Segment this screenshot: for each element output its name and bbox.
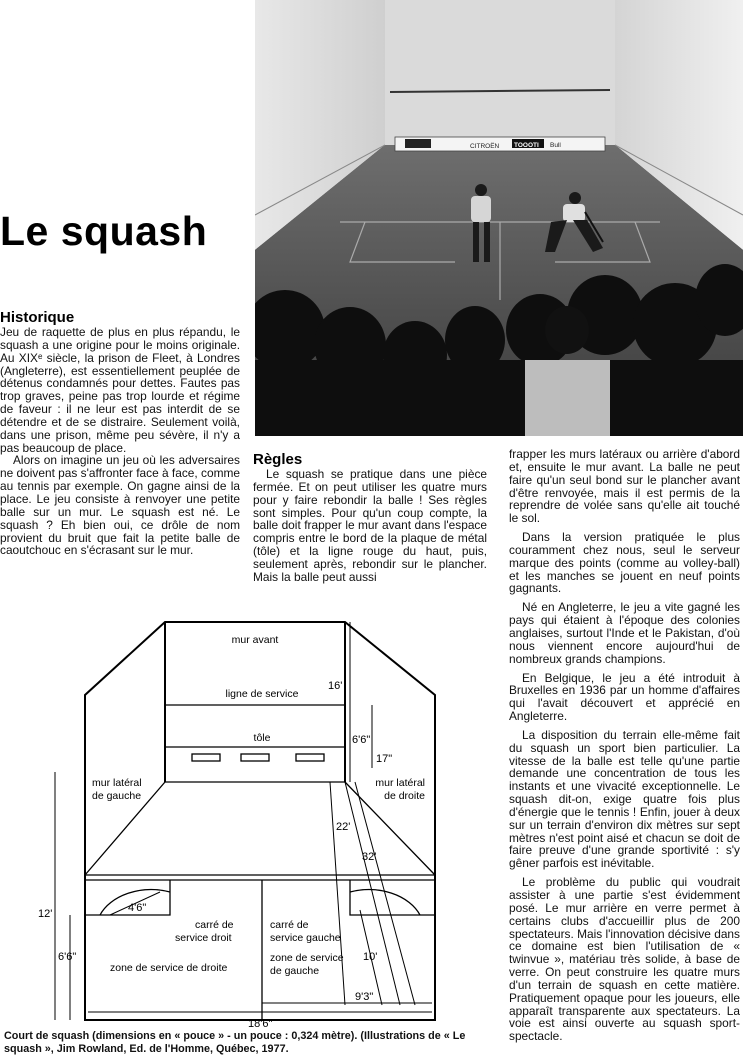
- label-mur-gauche-2: de gauche: [92, 790, 142, 802]
- historique-section: [0, 310, 240, 563]
- dim-4-6: 4'6": [128, 902, 147, 914]
- label-zone-gauche-1: zone de service: [270, 952, 344, 964]
- col3-paragraph-1: frapper les murs latéraux ou arrière d'abord et, ensuite le mur avant. La balle ne peut faire qu'un seul bond sur le plancher avant d'être renvoyée, mais il est permis de la reprendre de volée sans qu'elle ait touché le sol.: [509, 447, 740, 526]
- col3-paragraph-5: La disposition du terrain elle-même fait du squash un sport bien particulier. La vitesse de la balle est telle qu'une partie demande une concentration de tous les instants et une vivacité exceptionnelle. Le squash dit-on, exige quatre fois plus d'énergie que le tennis ! Enfin, jouer à deux sur un terrain d'environ dix mètres sur sept mètres n'est point aisé et chacun se doit de faire preuve d'une grande sportivité : s'y gêner parfois est inévitable.: [509, 727, 740, 871]
- col3-paragraph-6: Le problème du public qui voudrait assister à une partie s'est évidemment posé. Le mur arrière en verre permet à certains clubs d'accueillir plus de 200 spectateurs. Mais l'innovation décisive dans ce domaine est bien l'utilisation de « twinvue », matériau très solide, à base de verre. On peut construire les quatre murs d'un terrain de squash en cette matière. Pratiquement opaque pour les joueurs, elle apparaît transparente aux spectateurs. La voie est ainsi ouverte au squash sport-spectacle.: [509, 875, 740, 1044]
- dim-16: 16': [328, 680, 343, 692]
- historique-heading: Historique: [0, 309, 75, 326]
- col3-paragraph-3: Né en Angleterre, le jeu a vite gagné les pays qui étaient à l'époque des colonies anglaises, surtout l'Inde et le Pakistan, d'où nous viennent encore aujourd'hui de nombreux grands champions.: [509, 600, 740, 666]
- label-carre-gauche-2: service gauche: [270, 932, 341, 944]
- label-zone-droite: zone de service de droite: [110, 962, 228, 974]
- dim-18-6: 18'6": [248, 1018, 273, 1030]
- regles-paragraph: Le squash se pratique dans une pièce fermée. Et on peut utiliser les quatre murs pour y faire rebondir la balle ! Ses règles sont simples. Pour qu'un coup compte, la balle doit frapper le mur avant dans l'espace compris entre le bord de la plaque de métal (tôle) et la ligne rouge du haut, puis, seulement après, rebondir sur le plancher. Mais la balle peut aussi: [253, 467, 487, 584]
- label-mur-avant: mur avant: [231, 634, 279, 646]
- regles-heading: Règles: [253, 451, 303, 468]
- dim-22: 22': [336, 821, 351, 833]
- label-zone-gauche-2: de gauche: [270, 965, 320, 977]
- banner-citroen: CITROËN: [470, 143, 500, 150]
- dim-17: 17": [376, 753, 393, 765]
- col3-paragraph-2: Dans la version pratiquée le plus couramment chez nous, seul le serveur marque des points (comme au volley-ball) et les manches se jouent en neuf points gagnants.: [509, 530, 740, 596]
- label-mur-droit-2: de droite: [384, 790, 425, 802]
- dim-6-6: 6'6": [352, 734, 371, 746]
- label-carre-droit-1: carré de: [195, 919, 234, 931]
- historique-paragraph-1: Jeu de raquette de plus en plus répandu, le squash a une origine pour le moins originale. Au XIXᵉ siècle, la prison de Fleet, à Londres (Angleterre), est essentiellement peuplée de détenus condamnés pour dettes. Fautes pas trop graves, peine pas trop lourde et régime de faveur : il ne leur est pas interdit de se détendre et de se distraire. Seulement voilà, dans une prison, même peu sévère, il n'y a pas beaucoup de place.: [0, 325, 240, 455]
- banner-bull: Bull: [550, 142, 561, 149]
- dim-12: 12': [38, 908, 53, 920]
- label-mur-droit-1: mur latéral: [375, 777, 425, 789]
- label-carre-droit-2: service droit: [175, 932, 232, 944]
- squash-court-diagram: [0, 610, 500, 1030]
- diagram-caption: Court de squash (dimensions en « pouce » - un pouce : 0,324 mètre). (Illustrations de « Le squash », Jim Rowland, Ed. de l'Homme, Québec, 1977.: [4, 1030, 466, 1055]
- dim-10: 10': [363, 951, 378, 963]
- dim-6-6b: 6'6": [58, 951, 77, 963]
- historique-paragraph-2: Alors on imagine un jeu où les adversaires ne doivent pas s'affronter face à face, comme au tennis par exemple. On gagne ainsi de la place. Le jeu consiste à renvoyer une petite balle sur un mur. Le squash est né. Le squash ? Eh bien oui, ce drôle de nom provient du bruit que fait la petite balle de caoutchouc en s'écrasant sur le mur.: [0, 453, 240, 558]
- regles-section: [253, 452, 487, 590]
- label-mur-gauche-1: mur latéral: [92, 777, 142, 789]
- label-ligne-service: ligne de service: [225, 688, 299, 700]
- court-diagram-svg: [0, 610, 500, 1030]
- squash-court-photo: [255, 0, 743, 436]
- photo-illustration: [255, 0, 743, 436]
- label-tole: tôle: [253, 732, 271, 744]
- col3-paragraph-4: En Belgique, le jeu a été introduit à Bruxelles en 1936 par un homme d'affaires qui l'avait découvert et apprécié en Angleterre.: [509, 670, 740, 724]
- article-column-3: [509, 448, 740, 1049]
- dim-9-3: 9'3": [355, 991, 374, 1003]
- article-title: Le squash: [0, 208, 208, 254]
- label-carre-gauche-1: carré de: [270, 919, 309, 931]
- banner-brand: TOOOTI: [514, 142, 539, 149]
- dim-32: 32': [362, 851, 377, 863]
